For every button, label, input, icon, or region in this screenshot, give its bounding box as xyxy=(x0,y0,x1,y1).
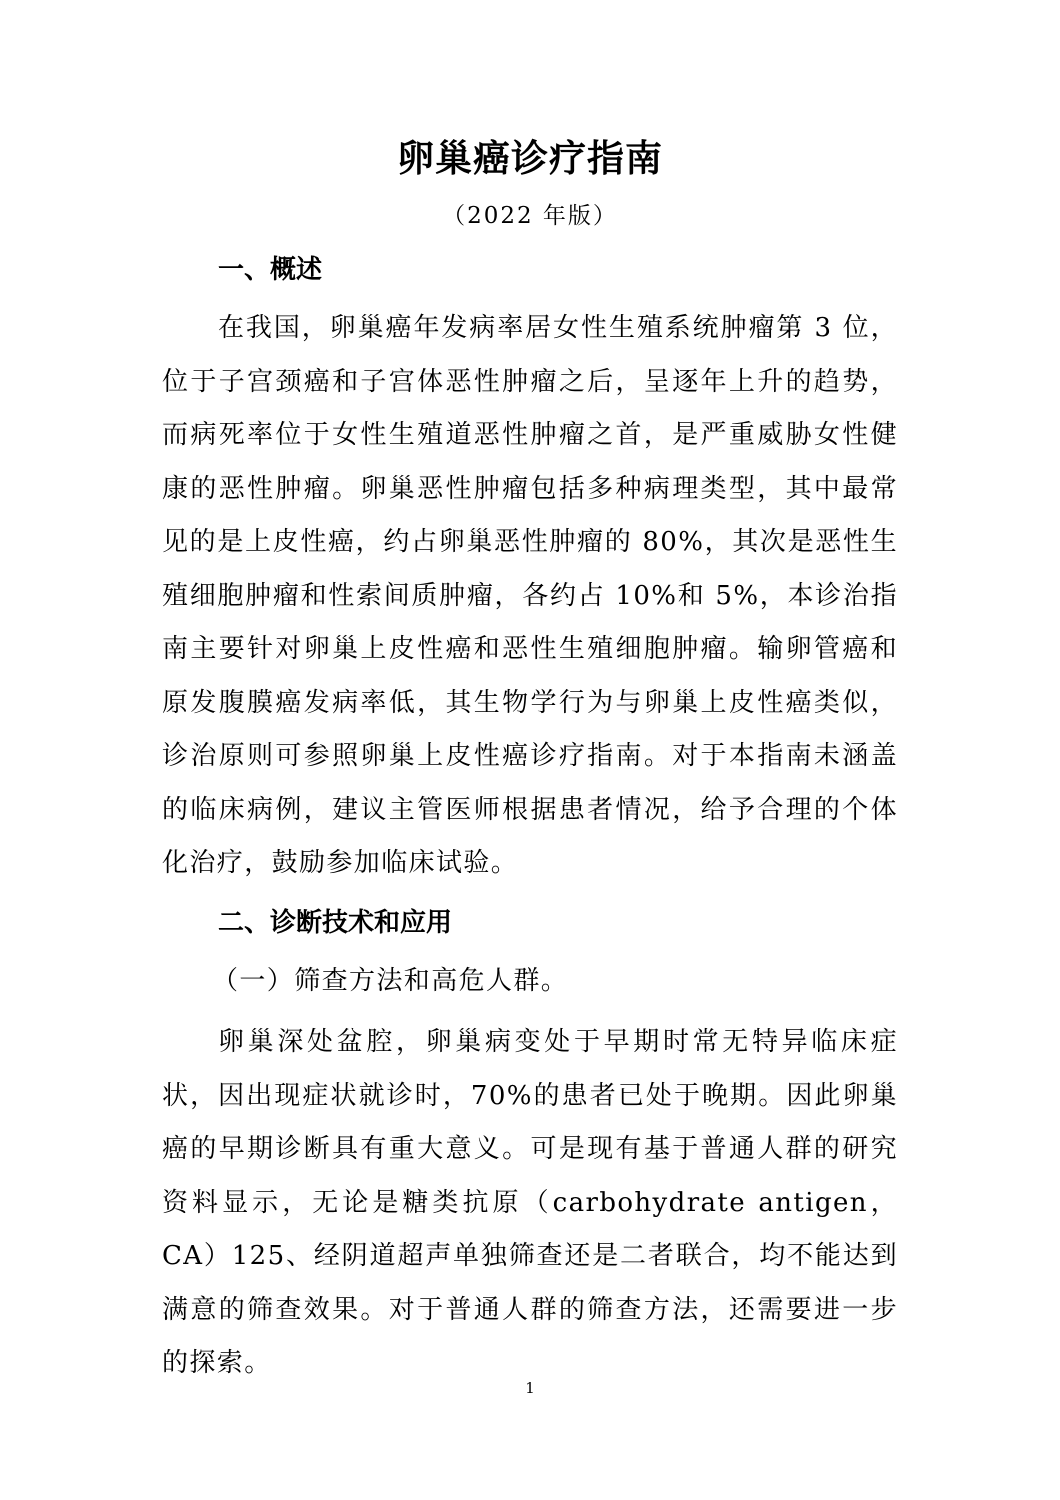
section-heading-diagnosis: 二、诊断技术和应用 xyxy=(218,907,453,938)
page-title: 卵巢癌诊疗指南 xyxy=(397,137,663,180)
page-number: 1 xyxy=(525,1379,535,1397)
page-subtitle: （2022 年版） xyxy=(442,203,618,229)
overview-paragraph: 在我国，卵巢癌年发病率居女性生殖系统肿瘤第 3 位，位于子宫颈癌和子宫体恶性肿瘤之后，呈逐年上升的趋势，而病死率位于女性生殖道恶性肿瘤之首，是严重威胁女性健康的恶性肿瘤。卵巢恶性肿瘤包括多种病理类型，其中最常见的是上皮性癌，约占卵巢恶性肿瘤的 80%，其次是恶性生殖细胞肿瘤和性索间质肿瘤，各约占 10%和 5%，本诊治指南主要针对卵巢上皮性癌和恶性生殖细胞肿瘤。输卵管癌和原发腹膜癌发病率低，其生物学行为与卵巢上皮性癌类似，诊治原则可参照卵巢上皮性癌诊疗指南。对于本指南未涵盖的临床病例，建议主管医师根据患者情况，给予合理的个体化治疗，鼓励参加临床试验。 xyxy=(162,313,898,878)
subsection-heading-screening: （一）筛查方法和高危人群。 xyxy=(212,965,569,996)
document-body xyxy=(162,250,898,1391)
screening-paragraph: 卵巢深处盆腔，卵巢病变处于早期时常无特异临床症状，因出现症状就诊时，70%的患者已处于晚期。因此卵巢癌的早期诊断具有重大意义。可是现有基于普通人群的研究资料显示，无论是糖类抗原（carbohydrate antigen，CA）125、经阴道超声单独筛查还是二者联合，均不能达到满意的筛查效果。对于普通人群的筛查方法，还需要进一步的探索。 xyxy=(162,1027,898,1378)
section-heading-overview: 一、概述 xyxy=(218,255,323,285)
